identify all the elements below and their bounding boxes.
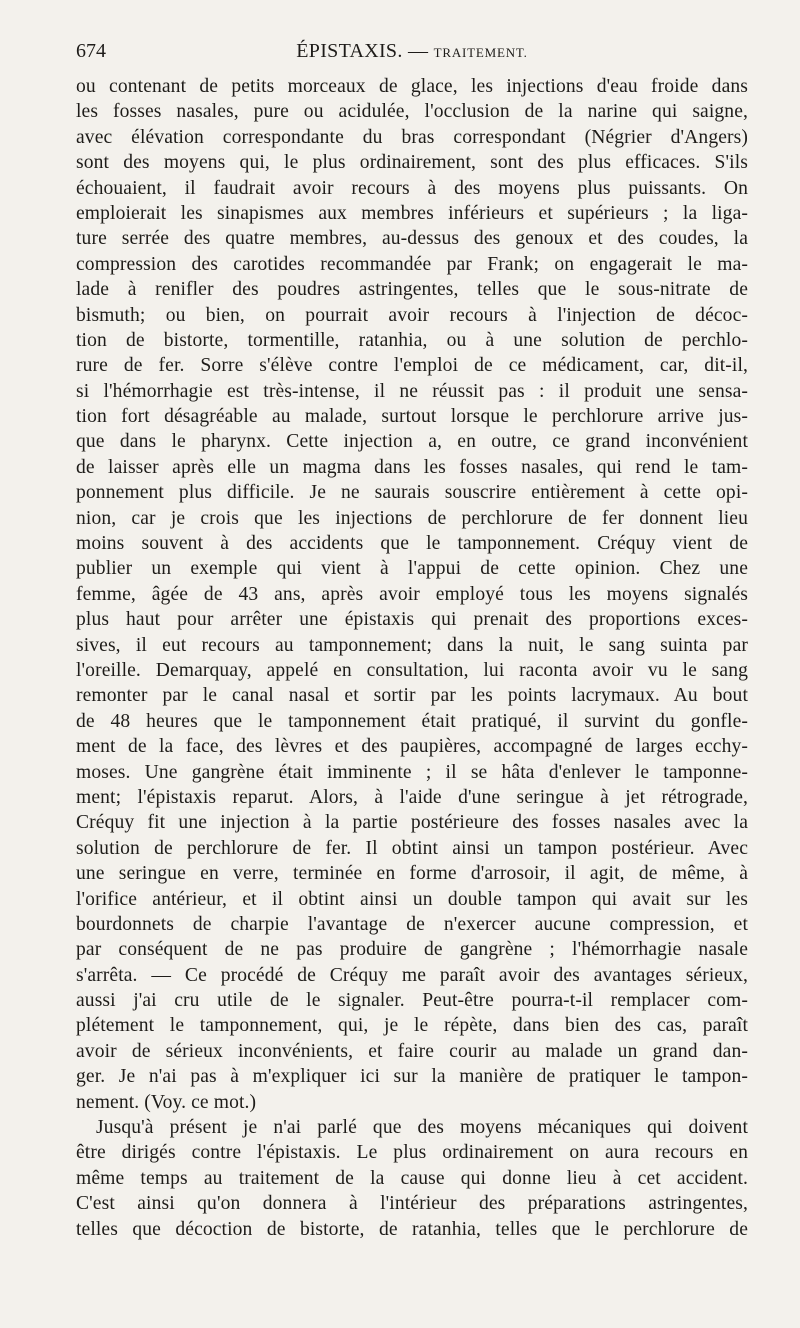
body-text (76, 74, 748, 1242)
paragraph (76, 1115, 748, 1242)
running-header (76, 40, 748, 66)
text-line: si l'hémorrhagie est très-intense, il ne réussit pas : il produit une sensa- (76, 380, 748, 402)
text-line: avoir de sérieux inconvénients, et faire courir au malade un grand dan- (76, 1040, 748, 1062)
text-line: femme, âgée de 43 ans, après avoir employé tous les moyens signalés (76, 583, 748, 605)
text-line: sont des moyens qui, le plus ordinairement, sont des plus efficaces. S'ils (76, 152, 748, 174)
text-line: ment de la face, des lèvres et des paupières, accompagné de larges ecchy- (76, 736, 748, 758)
text-line: plétement le tamponnement, qui, je le répète, dans bien des cas, paraît (76, 1015, 748, 1037)
text-line: ger. Je n'ai pas à m'expliquer ici sur la manière de pratiquer le tampon- (76, 1066, 748, 1088)
text-line: ment; l'épistaxis reparut. Alors, à l'aide d'une seringue à jet rétrograde, (76, 786, 748, 808)
text-line: échouaient, il faudrait avoir recours à des moyens plus puissants. On (76, 177, 748, 199)
text-line: rure de fer. Sorre s'élève contre l'emploi de ce médicament, car, dit-il, (76, 355, 748, 377)
text-line: remonter par le canal nasal et sortir par les points lacrymaux. Au bout (76, 685, 748, 707)
text-line: par conséquent de ne pas produire de gangrène ; l'hémorrhagie nasale (76, 939, 748, 961)
text-line: ture serrée des quatre membres, au-dessus des genoux et des coudes, la (76, 228, 748, 250)
text-line: être dirigés contre l'épistaxis. Le plus ordinairement on aura recours en (76, 1142, 748, 1164)
text-line: tion fort désagréable au malade, surtout lorsque le perchlorure arrive jus- (76, 406, 748, 428)
text-line: moses. Une gangrène était imminente ; il se hâta d'enlever le tamponne- (76, 761, 748, 783)
text-line: l'oreille. Demarquay, appelé en consultation, lui raconta avoir vu le sang (76, 659, 748, 681)
text-line: s'arrêta. — Ce procédé de Créquy me paraît avoir des avantages sérieux, (76, 964, 748, 986)
text-line: Jusqu'à présent je n'ai parlé que des moyens mécaniques qui doivent (96, 1117, 748, 1139)
text-line: tion de bistorte, tormentille, ratanhia, ou à une solution de perchlo- (76, 329, 748, 351)
text-line: de 48 heures que le tamponnement était pratiqué, il survint du gonfle- (76, 710, 748, 732)
text-line: moins souvent à des accidents que le tamponnement. Créquy vient de (76, 533, 748, 555)
text-line: publier un exemple qui vient à l'appui de cette opinion. Chez une (76, 558, 748, 580)
text-line: solution de perchlorure de fer. Il obtint ainsi un tampon postérieur. Avec (76, 837, 748, 859)
text-line: l'orifice antérieur, et il obtint ainsi un double tampon qui avait sur les (76, 888, 748, 910)
text-line: sives, il eut recours au tamponnement; dans la nuit, le sang suinta par (76, 634, 748, 656)
running-title (196, 40, 748, 63)
text-line: même temps au traitement de la cause qui donne lieu à cet accident. (76, 1167, 748, 1189)
text-line: les fosses nasales, pure ou acidulée, l'occlusion de la narine qui saigne, (76, 101, 748, 123)
running-title-separator: — (407, 40, 429, 62)
text-line: plus haut pour arrêter une épistaxis qui prenait des proportions exces- (76, 609, 748, 631)
text-line: Créquy fit une injection à la partie postérieure des fosses nasales avec la (76, 812, 748, 834)
text-line: avec élévation correspondante du bras correspondant (Négrier d'Angers) (76, 126, 748, 148)
text-line: aussi j'ai cru utile de le signaler. Peut-être pourra-t-il remplacer com- (76, 990, 748, 1012)
text-line: telles que décoction de bistorte, de ratanhia, telles que le perchlorure de (76, 1218, 748, 1240)
text-line: nion, car je crois que les injections de perchlorure de fer donnent lieu (76, 507, 748, 529)
paragraph (76, 74, 748, 1115)
page-number: 674 (76, 40, 106, 62)
text-line: ponnement plus difficile. Je ne saurais souscrire entièrement à cette opi- (76, 482, 748, 504)
text-line: C'est ainsi qu'on donnera à l'intérieur des préparations astringentes, (76, 1193, 748, 1215)
text-line: ou contenant de petits morceaux de glace, les injections d'eau froide dans (76, 76, 748, 97)
running-title-subtitle: TRAITEMENT. (433, 45, 528, 60)
text-line: bismuth; ou bien, on pourrait avoir recours à l'injection de décoc- (76, 304, 748, 326)
running-title-main: ÉPISTAXIS. (296, 40, 403, 62)
text-line: compression des carotides recommandée par Frank; on engagerait le ma- (76, 253, 748, 275)
text-line: nement. (Voy. ce mot.) (76, 1091, 257, 1113)
text-line: une seringue en verre, terminée en forme d'arrosoir, il agit, de même, à (76, 863, 748, 885)
text-line: emploierait les sinapismes aux membres inférieurs et supérieurs ; la liga- (76, 202, 748, 224)
text-line: que dans le pharynx. Cette injection a, en outre, ce grand inconvénient (76, 431, 748, 453)
text-line: de laisser après elle un magma dans les fosses nasales, qui rend le tam- (76, 456, 748, 478)
text-line: lade à renifler des poudres astringentes, telles que le sous-nitrate de (76, 279, 748, 301)
text-line: bourdonnets de charpie l'avantage de n'exercer aucune compression, et (76, 913, 748, 935)
